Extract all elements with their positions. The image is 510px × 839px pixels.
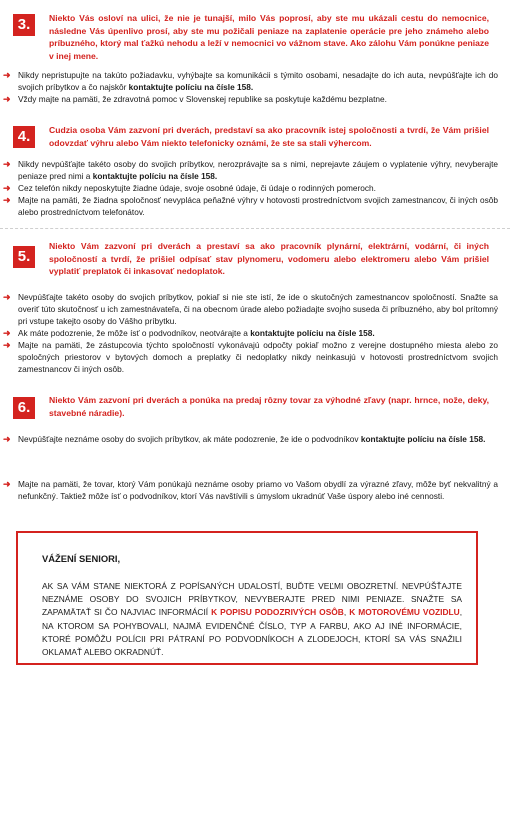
- section-number: 3.: [13, 14, 35, 36]
- arrow-icon: ➜: [3, 195, 11, 205]
- section-heading: Niekto Vás osloví na ulici, že nie je tunajší, milo Vás poprosí, aby ste mu ukázali cestu do nemocnice, následne Vás úpenlivo prosí, aby ste mu požičali peniaze na zaplatenie operácie pre jeho známeho alebo príbuzného, ktorý mal ťažkú nehodu a leží v nemocnici vo vážnom stave. Ako zálohu Vám ponúkne peniaze v inej mene.: [49, 13, 489, 61]
- notice-body: AK SA VÁM STANE NIEKTORÁ Z POPÍSANÝCH UDALOSTÍ, BUĎTE VEĽMI OBOZRETNÍ. NEVPÚŠŤAJTE NEZNÁME OSOBY DO SVOJICH PRÍBYTKOV, NEVYBERAJTE PRED NIMI PENIAZE. SNAŽTE SA ZAPAMÄTAŤ SI ČO NAJVIAC INFORMÁCIÍ K POPISU PODOZRIVÝCH OSÔB, K MOTOROVÉMU VOZIDLU, NA KTOROM SA POHYBOVALI, NAJMÄ EVIDENČNÉ ČÍSLO, TYP A FARBU, AKO AJ INÉ INFORMÁCIE, KTORÉ POMÔŽU POLÍCII PRI PÁTRANÍ PO PODVODNÍKOCH A ZLODEJOCH, KTORÍ SA VÁS SNAŽILI OKLAMAŤ ALEBO OKRADNÚŤ.: [42, 581, 463, 658]
- seniors-notice-box: [16, 531, 478, 665]
- police-contact: kontaktujte políciu na čísle 158.: [250, 328, 375, 338]
- list-item: ➜ Nikdy nevpúšťajte takéto osoby do svojich príbytkov, nerozprávajte sa s nimi, neprejavte záujem o vyplatenie výhry, nevyberajte peniaze pred nimi a kontaktujte políciu na čísle 158.: [3, 159, 498, 181]
- section-heading: Niekto Vám zazvoní pri dverách a prestaví sa ako pracovník plynární, elektrární, vodární, či iných spoločností a tvrdí, že prišiel odpísať stav plynomeru, vodomeru alebo elektromeru alebo Vám prišiel vyplatiť preplatok či inkasovať nedoplatok.: [49, 241, 489, 276]
- list-item: ➜ Cez telefón nikdy neposkytujte žiadne údaje, svoje osobné údaje, či údaje o rodinných pomeroch.: [3, 183, 376, 193]
- bullet-list: [0, 478, 510, 502]
- suspect-description-highlight: K POPISU PODOZRIVÝCH OSÔB: [211, 607, 344, 618]
- section-number: 5.: [13, 246, 35, 268]
- bullet-list: [0, 291, 510, 375]
- section-heading: Cudzia osoba Vám zazvoní pri dverách, predstaví sa ako pracovník istej spoločnosti a tvrdí, že Vám prišiel odovzdať výhru alebo Vám niekto telefonicky oznámi, že ste sa stali výhercom.: [49, 125, 489, 148]
- arrow-icon: ➜: [3, 94, 11, 104]
- arrow-icon: ➜: [3, 70, 11, 80]
- police-contact: kontaktujte políciu na čísle 158.: [128, 82, 254, 92]
- list-item: ➜ Majte na pamäti, že žiadna spoločnosť nevypláca peňažné výhry v hotovosti prostredníctvom svojich zamestnancov, či iných osôb alebo prostredníctvom telefonátov.: [3, 195, 498, 217]
- arrow-icon: ➜: [3, 292, 11, 302]
- section-number: 6.: [13, 397, 35, 419]
- section-number: 4.: [13, 126, 35, 148]
- list-item: ➜ Ak máte podozrenie, že môže ísť o podvodníkov, neotvárajte a kontaktujte políciu na čísle 158.: [3, 328, 375, 338]
- arrow-icon: ➜: [3, 328, 11, 338]
- notice-title: VÁŽENÍ SENIORI,: [42, 553, 121, 564]
- police-contact: kontaktujte políciu na čísle 158.: [92, 171, 218, 181]
- arrow-icon: ➜: [3, 183, 11, 193]
- police-contact: kontaktujte políciu na čísle 158.: [360, 434, 486, 444]
- vehicle-highlight: K MOTOROVÉMU VOZIDLU: [349, 607, 460, 618]
- section-heading: Niekto Vám zazvoní pri dverách a ponúka na predaj rôzny tovar za výhodné zľavy (napr. hrnce, nože, deky, stavebné náradie).: [49, 395, 489, 418]
- list-item: ➜ Majte na pamäti, že tovar, ktorý Vám ponúkajú neznáme osoby priamo vo Vašom obydlí za výrazné zľavy, môže byť nekvalitný a nefunkčný. Taktiež môže ísť o podvodníkov, ktorí Vás navštívili s úmyslom ukradnúť Vaše úspory alebo iné cennosti.: [3, 479, 498, 501]
- arrow-icon: ➜: [3, 434, 11, 444]
- list-item: ➜ Nevpúšťajte takéto osoby do svojich príbytkov, pokiaľ si nie ste istí, že ide o skutočných zamestnancov spoločností. Snažte sa overiť túto skutočnosť u ich zamestnávateľa, či na obecnom úrade alebo požiadajte svojho suseda či príbuzného, aby bol prítomný pri vstupe takejto osoby do Vášho príbytku.: [3, 292, 498, 326]
- bullet-list: [0, 433, 510, 445]
- arrow-icon: ➜: [3, 159, 11, 169]
- list-item: ➜ Nevpúšťajte neznáme osoby do svojich príbytkov, ak máte podozrenie, že ide o podvodníkov kontaktujte políciu na čísle 158.: [3, 434, 486, 444]
- divider: [0, 228, 510, 229]
- arrow-icon: ➜: [3, 340, 11, 350]
- list-item: ➜ Nikdy nepristupujte na takúto požiadavku, vyhýbajte sa komunikácii s týmito osobami, nesadajte do ich auta, nevpúšťajte ich do svojich príbytkov a čo najskôr kontaktujte políciu na čísle 158.: [3, 70, 498, 92]
- bullet-list: [0, 158, 510, 218]
- bullet-list: [0, 69, 510, 105]
- list-item: ➜ Vždy majte na pamäti, že zdravotná pomoc v Slovenskej republike sa poskytuje každému bezplatne.: [3, 94, 387, 104]
- arrow-icon: ➜: [3, 479, 11, 489]
- list-item: ➜ Majte na pamäti, že zástupcovia týchto spoločností vykonávajú odpočty pokiaľ možno z verejne dostupného miesta alebo zo spoločných priestorov v bytových domoch a preplatky či nedoplatky nikdy neinkasujú v hotovosti prostredníctvom svojich zamestnancov či iných osôb.: [3, 340, 498, 374]
